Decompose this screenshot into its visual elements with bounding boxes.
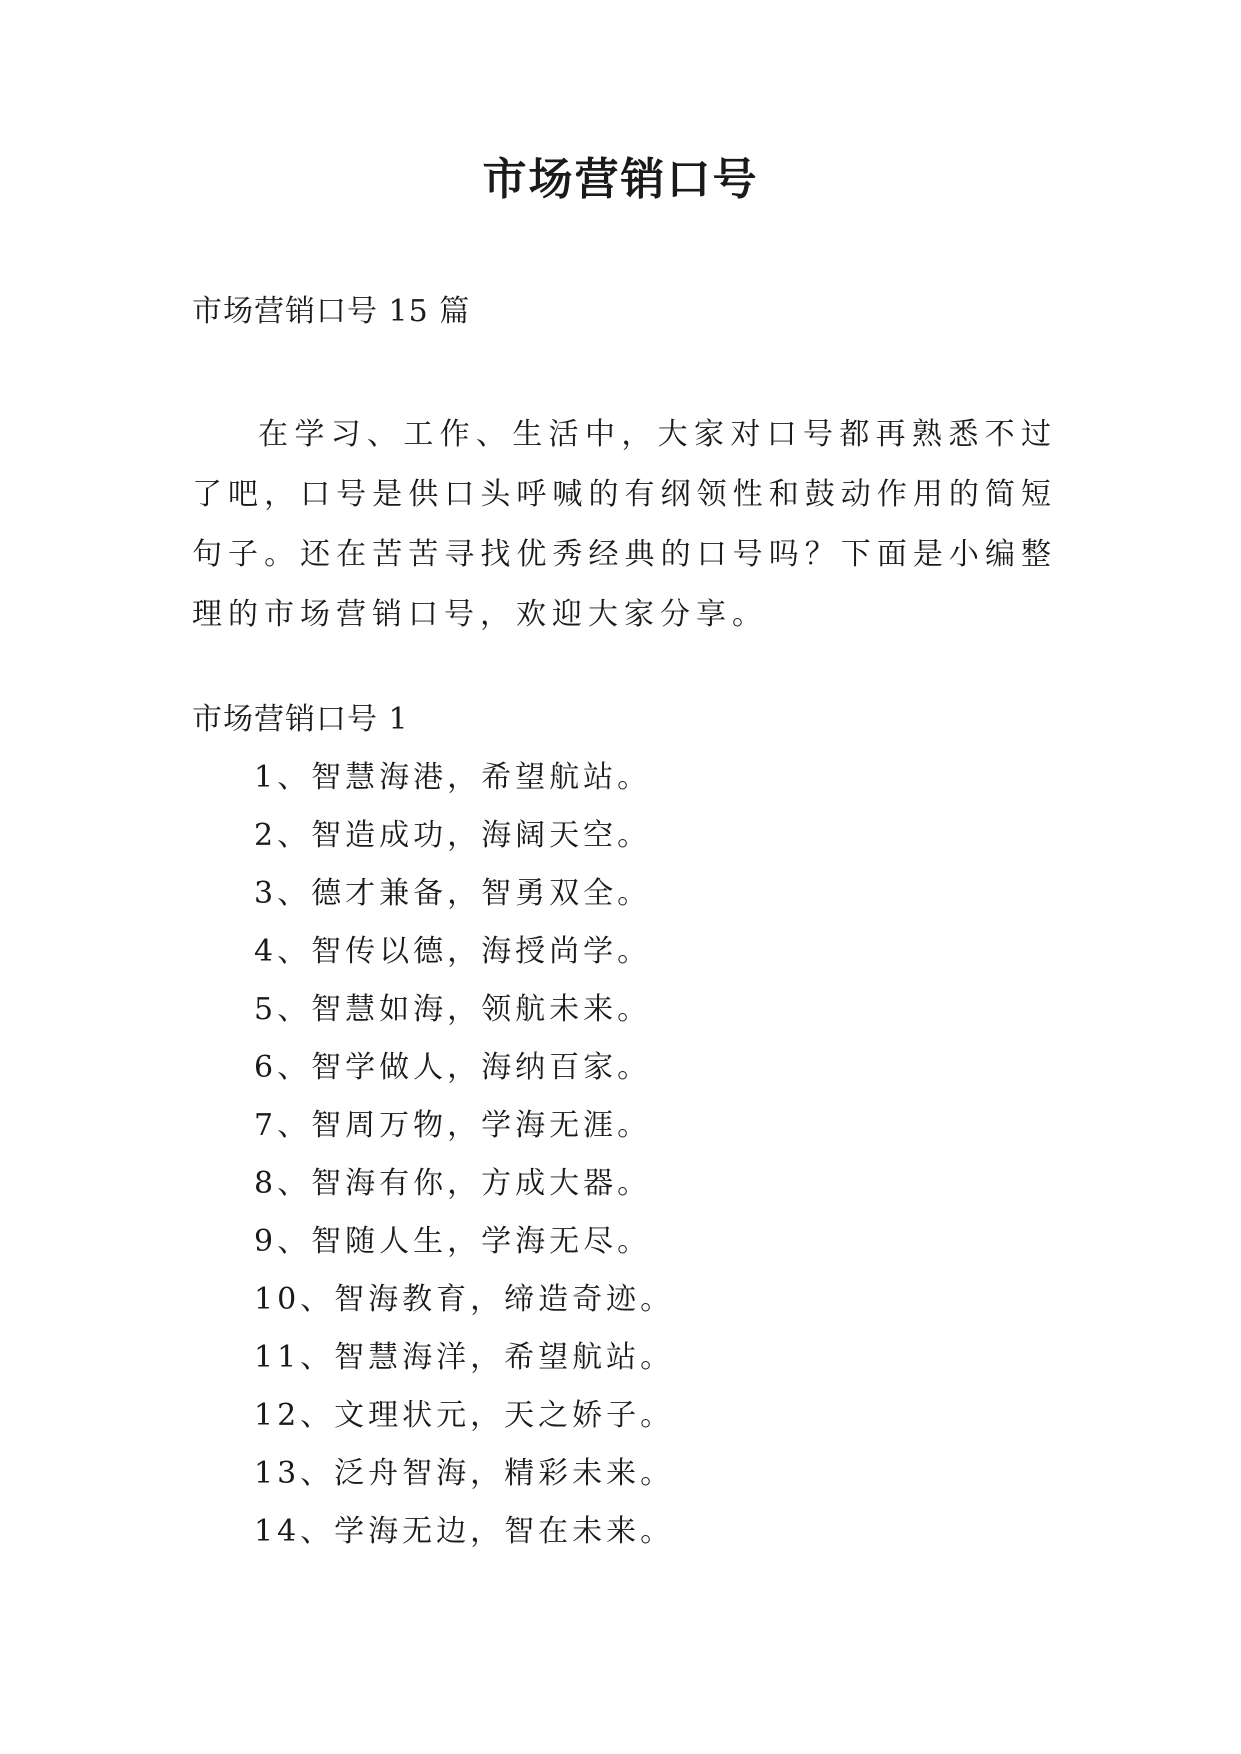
intro-paragraph: 在学习、工作、生活中，大家对口号都再熟悉不过了吧，口号是供口头呼喊的有纲领性和鼓动作用的简短句子。还在苦苦寻找优秀经典的口号吗？下面是小编整理的市场营销口号，欢迎大家分享。 [192,417,1057,632]
list-item: 11、智慧海洋，希望航站。 [254,1340,675,1375]
list-item: 10、智海教育，缔造奇迹。 [254,1282,675,1317]
list-item: 1、智慧海港，希望航站。 [254,760,652,795]
list-item: 3、德才兼备，智勇双全。 [254,876,652,911]
list-item: 6、智学做人，海纳百家。 [254,1050,652,1085]
list-item: 4、智传以德，海授尚学。 [254,934,652,969]
document-subtitle: 市场营销口号 15 篇 [192,294,471,329]
list-item: 13、泛舟智海，精彩未来。 [254,1456,675,1491]
list-item: 9、智随人生，学海无尽。 [254,1224,652,1259]
list-item: 5、智慧如海，领航未来。 [254,992,652,1027]
list-item: 12、文理状元，天之娇子。 [254,1398,675,1433]
page-title: 市场营销口号 [482,154,759,205]
list-item: 2、智造成功，海阔天空。 [254,818,652,853]
slogan-list [254,758,674,1570]
section-heading: 市场营销口号 1 [192,702,409,737]
list-item: 7、智周万物，学海无涯。 [254,1108,652,1143]
list-item: 8、智海有你，方成大器。 [254,1166,652,1201]
list-item: 14、学海无边，智在未来。 [254,1514,675,1549]
